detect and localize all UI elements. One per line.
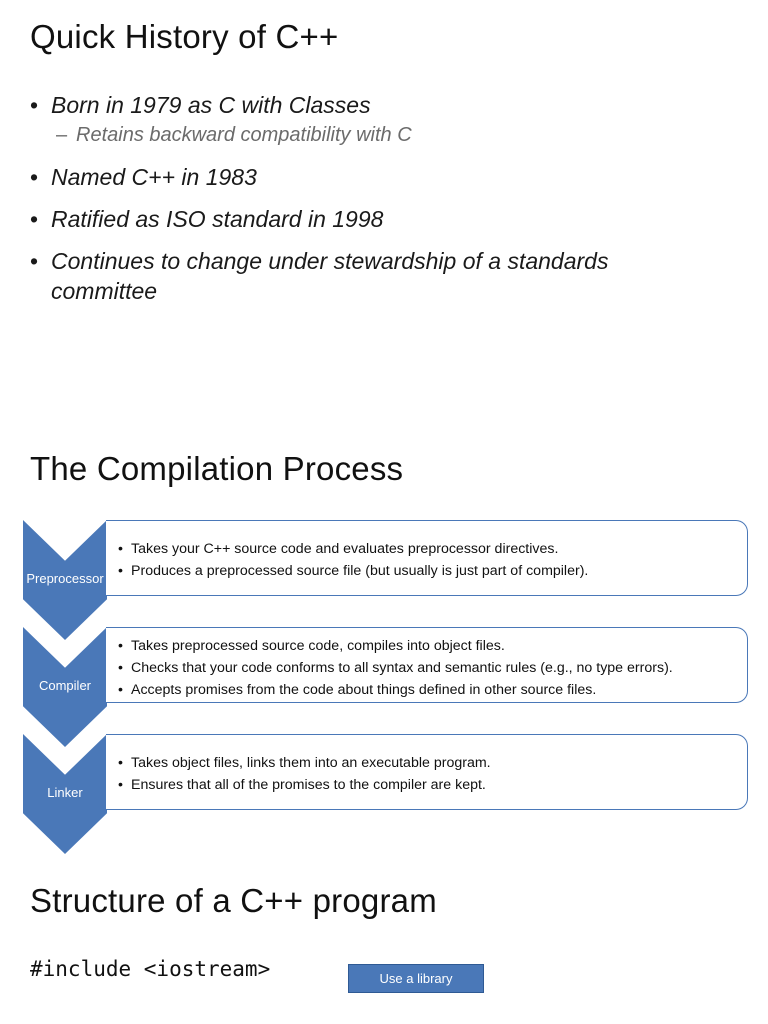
compiler-description-box xyxy=(106,627,748,703)
linker-point-2: • Ensures that all of the promises to the compiler are kept. xyxy=(118,774,747,796)
history-item-4: • Continues to change under stewardship of a standards committee xyxy=(30,246,691,306)
structure-title: Structure of a C++ program xyxy=(30,882,437,919)
linker-label: Linker xyxy=(47,785,83,800)
linker-description-box xyxy=(106,734,748,810)
compilation-title: The Compilation Process xyxy=(30,450,404,487)
history-title: Quick History of C++ xyxy=(30,18,339,55)
include-code-line: #include <iostream> xyxy=(30,957,271,981)
compiler-point-3: • Accepts promises from the code about things defined in other source files. xyxy=(118,679,747,701)
preprocessor-point-1: • Takes your C++ source code and evaluates preprocessor directives. xyxy=(118,538,747,560)
linker-point-1: • Takes object files, links them into an executable program. xyxy=(118,752,747,774)
preprocessor-point-2: • Produces a preprocessed source file (but usually is just part of compiler). xyxy=(118,560,747,582)
preprocessor-description-box xyxy=(106,520,748,596)
history-item-3: • Ratified as ISO standard in 1998 xyxy=(30,204,730,234)
history-item-1: • Born in 1979 as C with Classes xyxy=(30,90,730,120)
history-subitem-1: – Retains backward compatibility with C xyxy=(30,122,730,148)
compiler-point-1: • Takes preprocessed source code, compiles into object files. xyxy=(118,635,747,657)
compiler-label: Compiler xyxy=(38,678,91,693)
preprocessor-label: Preprocessor xyxy=(26,571,104,586)
history-item-2: • Named C++ in 1983 xyxy=(30,162,730,192)
compiler-point-2: • Checks that your code conforms to all syntax and semantic rules (e.g., no type errors). xyxy=(118,657,747,679)
use-library-callout: Use a library xyxy=(348,964,484,993)
